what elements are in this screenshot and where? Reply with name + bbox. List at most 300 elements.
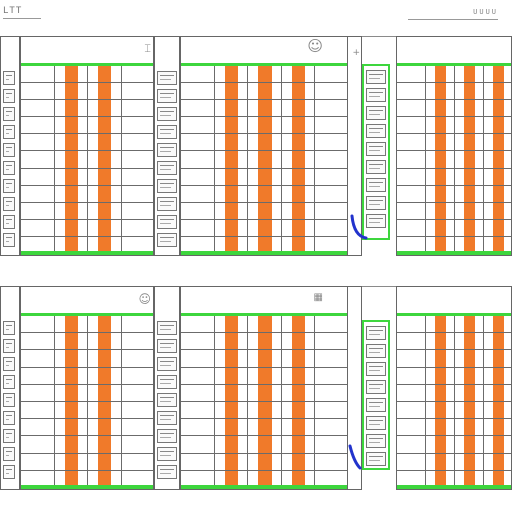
grid-cell[interactable] [122,151,155,168]
grid-cell[interactable] [248,117,282,134]
grid-cell[interactable] [248,436,282,453]
thumbnail[interactable] [366,326,386,340]
grid-cell[interactable] [21,83,55,100]
thumbnail[interactable] [366,452,386,466]
grid-cell[interactable] [248,419,282,436]
grid-cell[interactable] [397,117,426,134]
grid-cell[interactable] [55,151,89,168]
grid-cell[interactable] [282,402,316,419]
grid-cell[interactable] [484,402,512,419]
grid-cell[interactable] [21,186,55,203]
grid-cell[interactable] [426,333,455,350]
grid-cell[interactable] [122,66,155,83]
thumbnail[interactable] [3,357,15,371]
grid-cell[interactable] [215,436,249,453]
grid-cell[interactable] [55,454,89,471]
grid-cell[interactable] [455,220,484,237]
grid-cell[interactable] [215,385,249,402]
grid-cell[interactable] [455,186,484,203]
grid-cell[interactable] [248,100,282,117]
thumbnail[interactable] [3,429,15,443]
grid-cell[interactable] [282,368,316,385]
grid-cell[interactable] [484,134,512,151]
grid-cell[interactable] [122,454,155,471]
grid-cell[interactable] [88,419,122,436]
grid-cell[interactable] [426,100,455,117]
grid-cell[interactable] [397,151,426,168]
thumbnail[interactable] [3,393,15,407]
grid-cell[interactable] [55,316,89,333]
grid-cell[interactable] [215,151,249,168]
grid-cell[interactable] [88,220,122,237]
grid-cell[interactable] [282,350,316,367]
grid-cell[interactable] [55,220,89,237]
grid-cell[interactable] [215,454,249,471]
grid-cell[interactable] [21,385,55,402]
grid-cell[interactable] [315,385,348,402]
grid-cell[interactable] [181,220,215,237]
thumbnail[interactable] [157,429,177,443]
thumbnail[interactable] [366,196,386,210]
grid-cell[interactable] [484,151,512,168]
thumbnail[interactable] [3,465,15,479]
data-grid[interactable] [181,313,348,490]
grid-cell[interactable] [21,436,55,453]
grid-cell[interactable] [122,402,155,419]
grid-cell[interactable] [215,186,249,203]
thumbnail[interactable] [157,161,177,175]
grid-cell[interactable] [282,436,316,453]
grid-cell[interactable] [181,83,215,100]
grid-cell[interactable] [55,350,89,367]
grid-cell[interactable] [122,350,155,367]
thumbnail[interactable] [157,339,177,353]
grid-cell[interactable] [484,454,512,471]
grid-cell[interactable] [181,454,215,471]
thumbnail[interactable] [157,143,177,157]
grid-cell[interactable] [397,100,426,117]
grid-cell[interactable] [282,419,316,436]
grid-cell[interactable] [426,454,455,471]
grid-cell[interactable] [426,436,455,453]
grid-cell[interactable] [215,333,249,350]
grid-cell[interactable] [315,454,348,471]
grid-cell[interactable] [215,203,249,220]
grid-cell[interactable] [397,419,426,436]
thumbnail[interactable] [3,321,15,335]
grid-cell[interactable] [315,436,348,453]
grid-cell[interactable] [455,419,484,436]
grid-cell[interactable] [122,419,155,436]
grid-cell[interactable] [88,117,122,134]
grid-cell[interactable] [181,333,215,350]
grid-cell[interactable] [215,419,249,436]
grid-cell[interactable] [181,350,215,367]
grid-cell[interactable] [122,134,155,151]
grid-cell[interactable] [397,436,426,453]
grid-cell[interactable] [122,203,155,220]
grid-cell[interactable] [426,134,455,151]
grid-cell[interactable] [397,385,426,402]
thumbnail[interactable] [366,398,386,412]
grid-cell[interactable] [181,316,215,333]
thumbnail[interactable] [366,344,386,358]
sheet-panel[interactable] [180,36,348,256]
grid-cell[interactable] [426,316,455,333]
grid-cell[interactable] [282,169,316,186]
grid-cell[interactable] [21,220,55,237]
grid-cell[interactable] [484,203,512,220]
grid-cell[interactable] [21,100,55,117]
grid-cell[interactable] [315,151,348,168]
grid-cell[interactable] [88,203,122,220]
grid-cell[interactable] [426,66,455,83]
grid-cell[interactable] [88,368,122,385]
grid-cell[interactable] [55,169,89,186]
grid-cell[interactable] [315,117,348,134]
grid-cell[interactable] [426,419,455,436]
resize-handle[interactable] [348,212,370,242]
thumbnail[interactable] [3,411,15,425]
grid-cell[interactable] [282,385,316,402]
grid-cell[interactable] [55,368,89,385]
grid-cell[interactable] [455,333,484,350]
grid-cell[interactable] [122,368,155,385]
grid-cell[interactable] [248,203,282,220]
grid-cell[interactable] [315,350,348,367]
thumbnail[interactable] [157,447,177,461]
thumbnail[interactable] [366,362,386,376]
grid-cell[interactable] [455,454,484,471]
thumbnail[interactable] [3,215,15,229]
grid-cell[interactable] [426,203,455,220]
resize-handle[interactable] [346,442,368,472]
grid-cell[interactable] [21,454,55,471]
grid-cell[interactable] [55,436,89,453]
thumbnail[interactable] [157,357,177,371]
grid-cell[interactable] [88,402,122,419]
grid-cell[interactable] [21,316,55,333]
grid-cell[interactable] [21,117,55,134]
grid-cell[interactable] [282,134,316,151]
thumbnail[interactable] [157,375,177,389]
grid-cell[interactable] [122,117,155,134]
grid-cell[interactable] [315,368,348,385]
grid-cell[interactable] [315,316,348,333]
thumbnail[interactable] [366,142,386,156]
grid-cell[interactable] [282,203,316,220]
grid-cell[interactable] [455,436,484,453]
grid-cell[interactable] [397,454,426,471]
grid-cell[interactable] [315,402,348,419]
grid-cell[interactable] [455,402,484,419]
grid-cell[interactable] [315,66,348,83]
grid-cell[interactable] [282,83,316,100]
grid-cell[interactable] [282,316,316,333]
grid-cell[interactable] [88,436,122,453]
thumbnail[interactable] [3,161,15,175]
grid-cell[interactable] [397,333,426,350]
grid-cell[interactable] [397,402,426,419]
thumbnail[interactable] [157,89,177,103]
grid-cell[interactable] [55,402,89,419]
grid-cell[interactable] [426,350,455,367]
grid-cell[interactable] [55,333,89,350]
grid-cell[interactable] [315,419,348,436]
grid-cell[interactable] [21,151,55,168]
grid-cell[interactable] [455,100,484,117]
thumbnail[interactable] [157,393,177,407]
grid-cell[interactable] [181,186,215,203]
grid-cell[interactable] [484,316,512,333]
sheet-panel[interactable] [180,286,348,490]
grid-cell[interactable] [88,333,122,350]
thumbnail[interactable] [3,71,15,85]
grid-cell[interactable] [397,83,426,100]
grid-cell[interactable] [21,350,55,367]
grid-cell[interactable] [397,368,426,385]
grid-icon[interactable]: ▦ [313,292,323,303]
grid-cell[interactable] [282,117,316,134]
thumbnail[interactable] [157,321,177,335]
grid-cell[interactable] [455,151,484,168]
grid-cell[interactable] [122,83,155,100]
grid-cell[interactable] [181,169,215,186]
grid-cell[interactable] [426,368,455,385]
grid-cell[interactable] [484,385,512,402]
thumbnail[interactable] [3,179,15,193]
grid-cell[interactable] [181,368,215,385]
grid-cell[interactable] [21,134,55,151]
grid-cell[interactable] [282,66,316,83]
sheet-panel[interactable] [396,36,512,256]
grid-cell[interactable] [181,134,215,151]
grid-cell[interactable] [181,385,215,402]
grid-cell[interactable] [88,454,122,471]
thumbnail[interactable] [366,160,386,174]
grid-cell[interactable] [248,66,282,83]
grid-cell[interactable] [282,220,316,237]
sheet-panel[interactable] [20,286,154,490]
grid-cell[interactable] [282,333,316,350]
grid-cell[interactable] [397,169,426,186]
grid-cell[interactable] [248,350,282,367]
grid-cell[interactable] [21,368,55,385]
thumbnail[interactable] [366,434,386,448]
thumbnail[interactable] [3,107,15,121]
data-grid[interactable] [21,63,154,256]
grid-cell[interactable] [315,333,348,350]
thumbnail[interactable] [157,465,177,479]
grid-cell[interactable] [397,134,426,151]
grid-cell[interactable] [397,220,426,237]
grid-cell[interactable] [484,186,512,203]
grid-cell[interactable] [455,368,484,385]
grid-cell[interactable] [88,169,122,186]
thumbnail[interactable] [366,70,386,84]
grid-cell[interactable] [181,436,215,453]
grid-cell[interactable] [122,169,155,186]
grid-cell[interactable] [282,186,316,203]
grid-cell[interactable] [21,169,55,186]
grid-cell[interactable] [55,419,89,436]
grid-cell[interactable] [315,186,348,203]
grid-cell[interactable] [215,100,249,117]
grid-cell[interactable] [21,66,55,83]
grid-cell[interactable] [484,436,512,453]
top-menu[interactable]: UUUU [473,8,498,16]
add-icon[interactable]: + [352,48,360,58]
thumbnail[interactable] [366,124,386,138]
grid-cell[interactable] [315,203,348,220]
grid-cell[interactable] [455,203,484,220]
grid-cell[interactable] [248,316,282,333]
thumbnail[interactable] [3,375,15,389]
grid-cell[interactable] [397,186,426,203]
thumbnail[interactable] [157,215,177,229]
grid-cell[interactable] [215,134,249,151]
data-grid[interactable] [21,313,154,490]
thumbnail[interactable] [366,380,386,394]
grid-cell[interactable] [122,100,155,117]
thumbnail[interactable] [366,88,386,102]
grid-cell[interactable] [88,151,122,168]
grid-cell[interactable] [122,186,155,203]
thumbnail[interactable] [366,106,386,120]
data-grid[interactable] [397,313,512,490]
grid-cell[interactable] [484,419,512,436]
thumbnail[interactable] [3,125,15,139]
grid-cell[interactable] [315,220,348,237]
thumbnail[interactable] [3,339,15,353]
grid-cell[interactable] [397,316,426,333]
grid-cell[interactable] [248,83,282,100]
grid-cell[interactable] [215,66,249,83]
thumbnail[interactable] [366,416,386,430]
grid-cell[interactable] [215,402,249,419]
grid-cell[interactable] [282,151,316,168]
thumbnail[interactable] [3,143,15,157]
grid-cell[interactable] [181,100,215,117]
grid-cell[interactable] [215,220,249,237]
grid-cell[interactable] [248,134,282,151]
grid-cell[interactable] [248,186,282,203]
grid-cell[interactable] [21,203,55,220]
grid-cell[interactable] [181,203,215,220]
grid-cell[interactable] [248,368,282,385]
grid-cell[interactable] [248,169,282,186]
grid-cell[interactable] [88,350,122,367]
grid-cell[interactable] [455,66,484,83]
grid-cell[interactable] [122,436,155,453]
thumbnail[interactable] [157,411,177,425]
grid-cell[interactable] [426,220,455,237]
grid-cell[interactable] [181,151,215,168]
thumbnail[interactable] [157,179,177,193]
grid-cell[interactable] [426,385,455,402]
grid-cell[interactable] [21,419,55,436]
grid-cell[interactable] [484,169,512,186]
grid-cell[interactable] [215,83,249,100]
grid-cell[interactable] [397,203,426,220]
grid-cell[interactable] [484,220,512,237]
grid-cell[interactable] [248,333,282,350]
cursor-icon[interactable]: ⌶ [144,42,151,55]
grid-cell[interactable] [397,66,426,83]
grid-cell[interactable] [122,333,155,350]
grid-cell[interactable] [88,134,122,151]
data-grid[interactable] [181,63,348,256]
data-grid[interactable] [397,63,512,256]
thumbnail[interactable] [157,71,177,85]
grid-cell[interactable] [55,100,89,117]
grid-cell[interactable] [426,186,455,203]
grid-cell[interactable] [215,316,249,333]
grid-cell[interactable] [484,368,512,385]
grid-cell[interactable] [55,117,89,134]
grid-cell[interactable] [426,151,455,168]
grid-cell[interactable] [426,117,455,134]
grid-cell[interactable] [122,220,155,237]
grid-cell[interactable] [315,169,348,186]
grid-cell[interactable] [181,419,215,436]
grid-cell[interactable] [215,169,249,186]
grid-cell[interactable] [122,316,155,333]
grid-cell[interactable] [484,333,512,350]
grid-cell[interactable] [426,169,455,186]
grid-cell[interactable] [455,169,484,186]
grid-cell[interactable] [426,83,455,100]
thumbnail[interactable] [3,89,15,103]
grid-cell[interactable] [88,100,122,117]
grid-cell[interactable] [88,66,122,83]
grid-cell[interactable] [21,333,55,350]
grid-cell[interactable] [282,100,316,117]
grid-cell[interactable] [88,385,122,402]
grid-cell[interactable] [215,117,249,134]
grid-cell[interactable] [122,385,155,402]
grid-cell[interactable] [455,385,484,402]
grid-cell[interactable] [215,350,249,367]
grid-cell[interactable] [55,83,89,100]
thumbnail[interactable] [157,107,177,121]
grid-cell[interactable] [88,83,122,100]
grid-cell[interactable] [55,66,89,83]
grid-cell[interactable] [484,117,512,134]
grid-cell[interactable] [455,350,484,367]
grid-cell[interactable] [282,454,316,471]
grid-cell[interactable] [248,402,282,419]
sheet-panel[interactable] [20,36,154,256]
grid-cell[interactable] [55,385,89,402]
grid-cell[interactable] [21,402,55,419]
thumbnail[interactable] [157,125,177,139]
thumbnail[interactable] [3,197,15,211]
grid-cell[interactable] [484,100,512,117]
grid-cell[interactable] [455,83,484,100]
grid-cell[interactable] [55,186,89,203]
grid-cell[interactable] [248,454,282,471]
thumbnail[interactable] [3,233,15,247]
grid-cell[interactable] [55,203,89,220]
grid-cell[interactable] [484,66,512,83]
grid-cell[interactable] [88,186,122,203]
grid-cell[interactable] [455,316,484,333]
thumbnail[interactable] [366,178,386,192]
grid-cell[interactable] [248,385,282,402]
sheet-panel[interactable] [396,286,512,490]
grid-cell[interactable] [397,350,426,367]
